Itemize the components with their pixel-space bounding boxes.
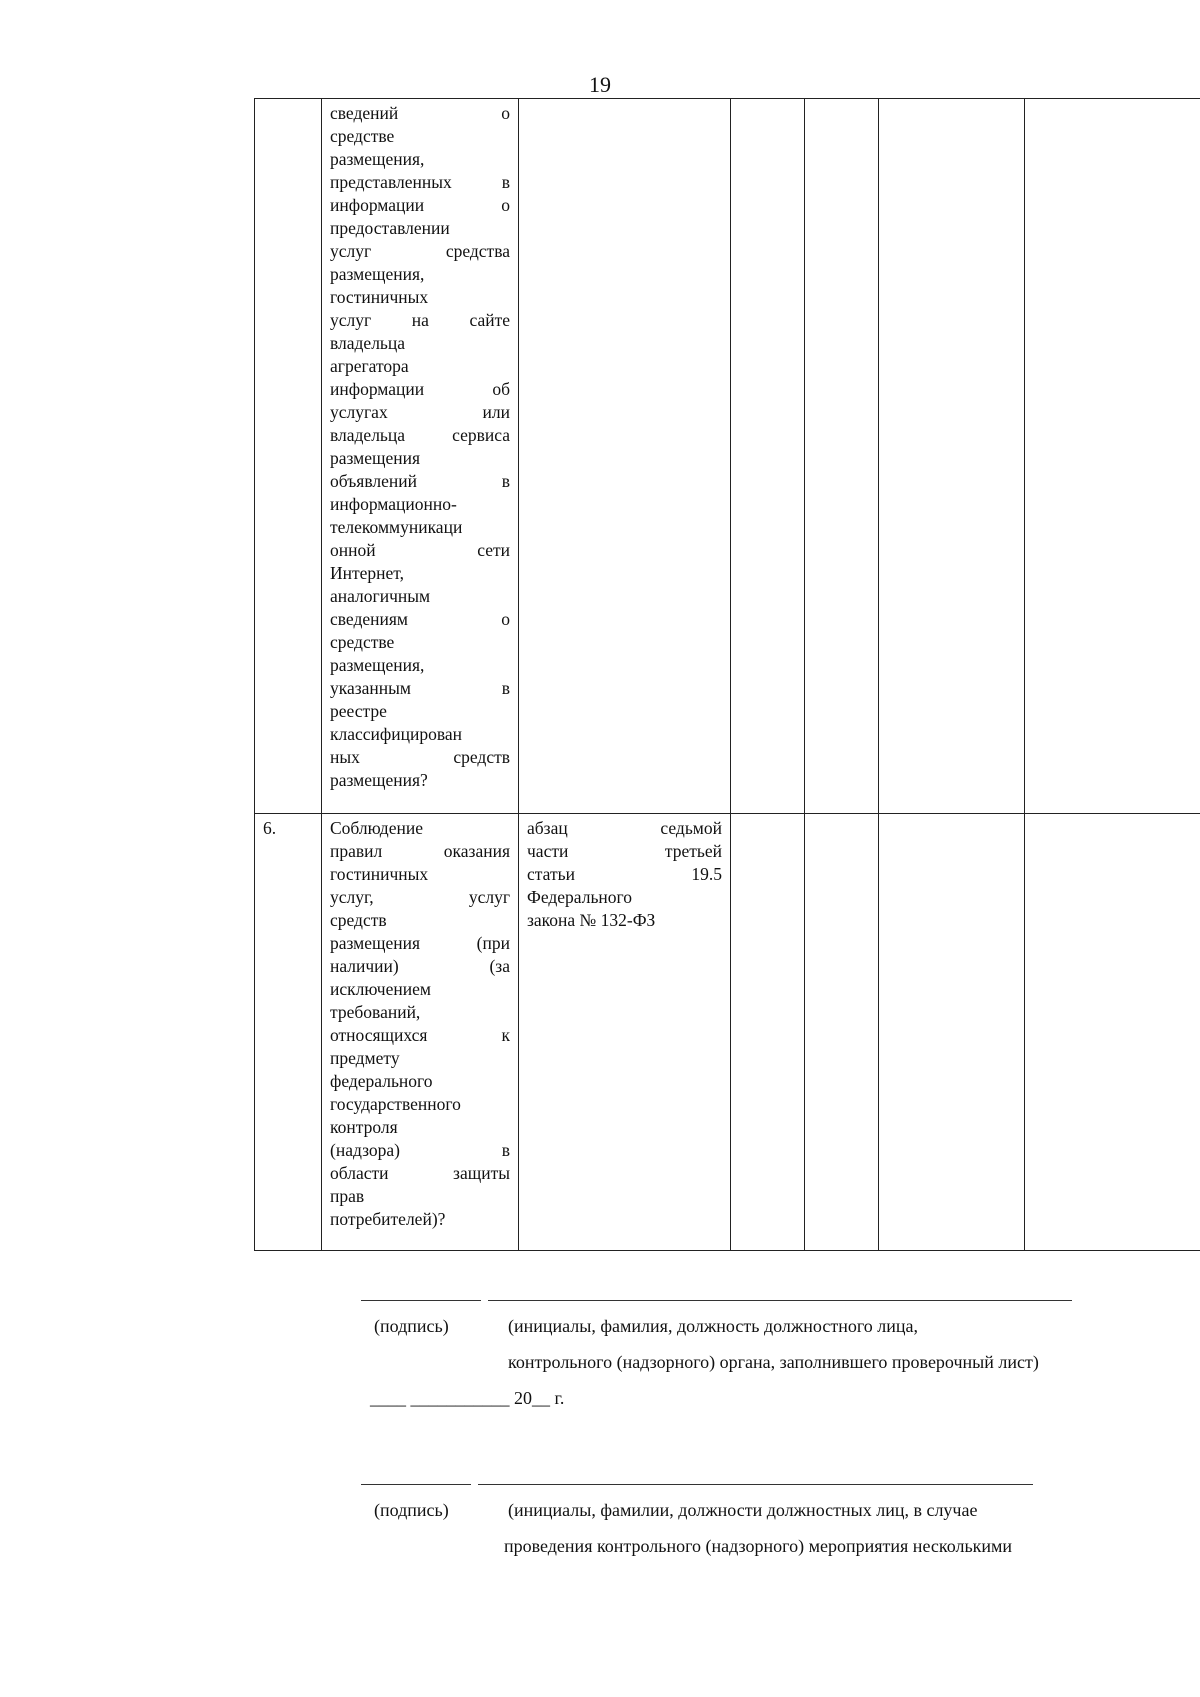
question-text-line: Интернет, xyxy=(330,563,405,583)
question-text-line: гостиничных xyxy=(330,287,429,307)
checklist-table xyxy=(254,98,1200,1251)
question-text-line: предмету xyxy=(330,1048,400,1068)
question-text-line: услуг на сайте xyxy=(330,310,510,330)
question-cell xyxy=(322,814,519,1251)
officials-description-line1: (инициалы, фамилии, должности должностных лиц, в случае xyxy=(508,1500,978,1520)
question-text-line: средстве xyxy=(330,126,395,146)
question-text-line: агрегатора xyxy=(330,356,409,376)
question-text-line: правил оказания xyxy=(330,841,510,861)
answer-no-cell[interactable] xyxy=(805,814,879,1251)
question-text-line: размещения, xyxy=(330,264,425,284)
question-text-line: информации об xyxy=(330,379,510,399)
question-text-line: аналогичным xyxy=(330,586,431,606)
row-number-cell xyxy=(255,99,322,814)
question-text-line: ных средств xyxy=(330,747,510,767)
question-text-line: Соблюдение xyxy=(330,818,423,838)
official-description-line2: контрольного (надзорного) органа, заполнившего проверочный лист) xyxy=(508,1352,1039,1372)
question-text-line: телекоммуникаци xyxy=(330,517,463,537)
table-row xyxy=(255,99,1200,814)
question-text-line: (надзора) в xyxy=(330,1140,510,1160)
name-line xyxy=(478,1484,1033,1485)
question-text-line: потребителей)? xyxy=(330,1209,446,1229)
question-cell xyxy=(322,99,519,814)
question-text-line: владельца сервиса xyxy=(330,425,510,445)
reference-text-line: закона № 132-ФЗ xyxy=(527,910,656,930)
question-text-line: контроля xyxy=(330,1117,398,1137)
question-text-line: классифицирован xyxy=(330,724,463,744)
reference-text-line: части третьей xyxy=(527,841,722,861)
question-text-line: относящихся к xyxy=(330,1025,510,1045)
question-text-line: представленных в xyxy=(330,172,510,192)
question-text-line: наличии) (за xyxy=(330,956,510,976)
not-applicable-cell[interactable] xyxy=(879,814,1025,1251)
signature-label: (подпись) xyxy=(374,1500,449,1520)
date-field: ____ ___________ 20__ г. xyxy=(370,1388,565,1408)
question-text-line: размещения, xyxy=(330,149,425,169)
question-text-line: владельца xyxy=(330,333,406,353)
question-text-line: государственного xyxy=(330,1094,461,1114)
reference-cell xyxy=(519,814,731,1251)
reference-text-line: абзац седьмой xyxy=(527,818,722,838)
answer-yes-cell[interactable] xyxy=(731,99,805,814)
question-text-line: гостиничных xyxy=(330,864,429,884)
official-description-line1: (инициалы, фамилия, должность должностного лица, xyxy=(508,1316,919,1336)
question-text-line: области защиты xyxy=(330,1163,510,1183)
table-row xyxy=(255,814,1200,1251)
question-text-line: требований, xyxy=(330,1002,421,1022)
reference-text-line: Федерального xyxy=(527,887,633,907)
question-text-line: размещения (при xyxy=(330,933,510,953)
answer-no-cell[interactable] xyxy=(805,99,879,814)
not-applicable-cell[interactable] xyxy=(879,99,1025,814)
question-text-line: услуг средства xyxy=(330,241,510,261)
question-text-line: средств xyxy=(330,910,387,930)
reference-cell xyxy=(519,99,731,814)
question-text-line: услуг, услуг xyxy=(330,887,510,907)
question-text-line: объявлений в xyxy=(330,471,510,491)
question-text-line: прав xyxy=(330,1186,365,1206)
question-text-line: размещения, xyxy=(330,655,425,675)
officials-description-line2: проведения контрольного (надзорного) мероприятия несколькими xyxy=(504,1536,1013,1556)
question-text-line: средстве xyxy=(330,632,395,652)
signature-label: (подпись) xyxy=(374,1316,449,1336)
signature-line xyxy=(361,1300,481,1301)
question-text-line: реестре xyxy=(330,701,387,721)
page-number: 19 xyxy=(589,72,611,97)
question-text-line: размещения? xyxy=(330,770,428,790)
question-text-line: услугах или xyxy=(330,402,510,422)
question-text-line: информационно- xyxy=(330,494,457,514)
row-number-cell: 6. xyxy=(255,814,322,1251)
signature-line xyxy=(361,1484,471,1485)
question-text-line: указанным в xyxy=(330,678,510,698)
question-text-line: размещения xyxy=(330,448,421,468)
note-cell[interactable] xyxy=(1025,814,1200,1251)
question-text-line: онной сети xyxy=(330,540,510,560)
question-text-line: информации о xyxy=(330,195,510,215)
question-text-line: сведений о xyxy=(330,103,510,123)
question-text-line: исключением xyxy=(330,979,431,999)
answer-yes-cell[interactable] xyxy=(731,814,805,1251)
note-cell[interactable] xyxy=(1025,99,1200,814)
name-line xyxy=(488,1300,1072,1301)
question-text-line: предоставлении xyxy=(330,218,450,238)
reference-text-line: статьи 19.5 xyxy=(527,864,722,884)
question-text-line: федерального xyxy=(330,1071,433,1091)
question-text-line: сведениям о xyxy=(330,609,510,629)
